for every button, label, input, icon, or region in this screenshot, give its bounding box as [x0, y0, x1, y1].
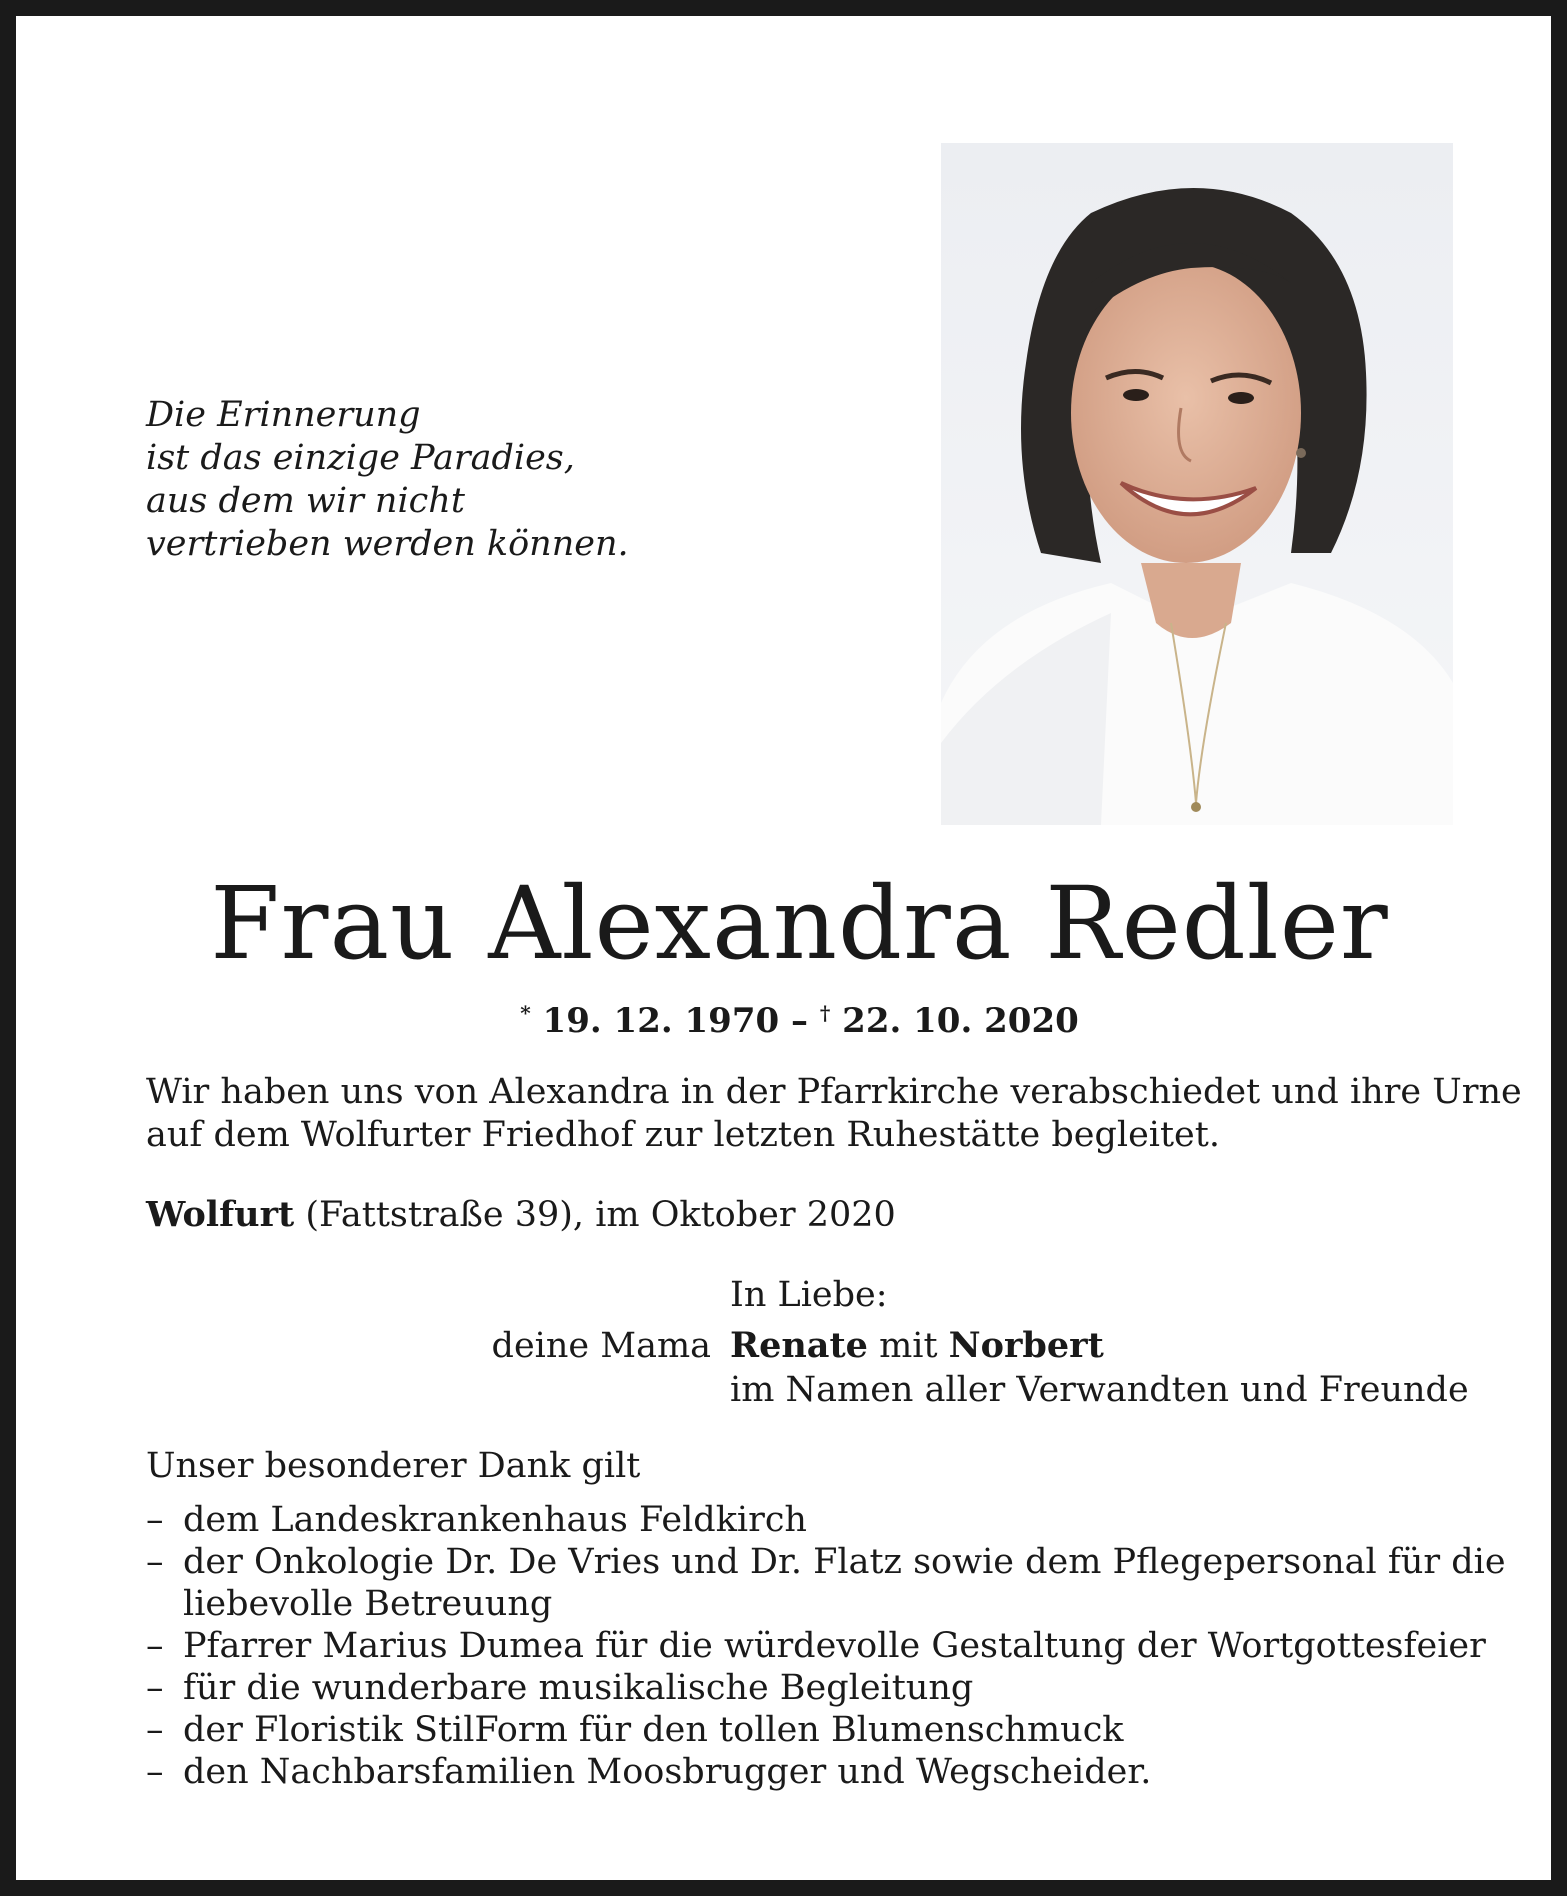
mourner-name: Norbert — [948, 1325, 1104, 1366]
list-item-text: für die wunderbare musikalische Begleitung — [183, 1668, 974, 1708]
death-date: 22. 10. 2020 — [842, 1001, 1079, 1041]
quote-line: aus dem wir nicht — [146, 481, 465, 521]
list-item-text: dem Landeskrankenhaus Feldkirch — [183, 1500, 807, 1540]
dash-bullet: – — [146, 1500, 164, 1540]
paragraph-line: Wir haben uns von Alexandra in der Pfarrkirche verabschiedet und ihre Urne — [146, 1072, 1522, 1112]
death-symbol: † — [819, 1001, 831, 1025]
place-town: Wolfurt — [146, 1194, 295, 1235]
list-item — [146, 1625, 1486, 1667]
birth-symbol: * — [520, 1001, 531, 1025]
deceased-name: Frau Alexandra Redler — [210, 865, 1389, 982]
mourner-name: Renate — [730, 1325, 868, 1366]
thanks-title: Unser besonderer Dank gilt — [146, 1446, 641, 1486]
relationship-label: deine Mama — [491, 1326, 711, 1366]
list-item-text: den Nachbarsfamilien Moosbrugger und Wegscheider. — [183, 1752, 1152, 1792]
place-and-date — [146, 1193, 896, 1237]
dash-bullet: – — [146, 1752, 164, 1792]
quote-line: vertrieben werden können. — [146, 524, 629, 564]
list-item — [146, 1541, 1506, 1625]
memorial-quote — [146, 394, 646, 566]
life-dates — [16, 991, 1567, 1043]
birth-date: 19. 12. 1970 — [542, 1001, 780, 1041]
dash-bullet: – — [146, 1626, 164, 1666]
in-liebe-label: In Liebe: — [730, 1275, 888, 1315]
list-item — [146, 1667, 1466, 1709]
dash-bullet: – — [146, 1710, 164, 1750]
date-separator: – — [791, 1001, 808, 1041]
mourner-connector: mit — [879, 1326, 938, 1366]
thanks-list — [146, 1499, 1506, 1793]
portrait-photo — [941, 143, 1453, 825]
dash-bullet: – — [146, 1668, 164, 1708]
list-item-text: der Onkologie Dr. De Vries und Dr. Flatz sowie dem Pflegepersonal für die — [183, 1542, 1506, 1582]
family-line: im Namen aller Verwandten und Freunde — [730, 1370, 1469, 1410]
list-item — [146, 1709, 1466, 1751]
list-item-text: Pfarrer Marius Dumea für die würdevolle Gestaltung der Wortgottesfeier — [183, 1626, 1486, 1666]
list-item-text: der Floristik StilForm für den tollen Blumenschmuck — [183, 1710, 1124, 1750]
list-item — [146, 1499, 1466, 1541]
mourner-names — [730, 1324, 1104, 1368]
paragraph-line: auf dem Wolfurter Friedhof zur letzten Ruhestätte begleitet. — [146, 1115, 1220, 1155]
quote-line: Die Erinnerung — [146, 395, 421, 435]
quote-line: ist das einzige Paradies, — [146, 438, 575, 478]
farewell-paragraph — [146, 1071, 1522, 1157]
list-item — [146, 1751, 1466, 1793]
dash-bullet: – — [146, 1542, 164, 1582]
list-item-text: liebevolle Betreuung — [183, 1584, 553, 1624]
place-details: (Fattstraße 39), im Oktober 2020 — [305, 1195, 896, 1235]
